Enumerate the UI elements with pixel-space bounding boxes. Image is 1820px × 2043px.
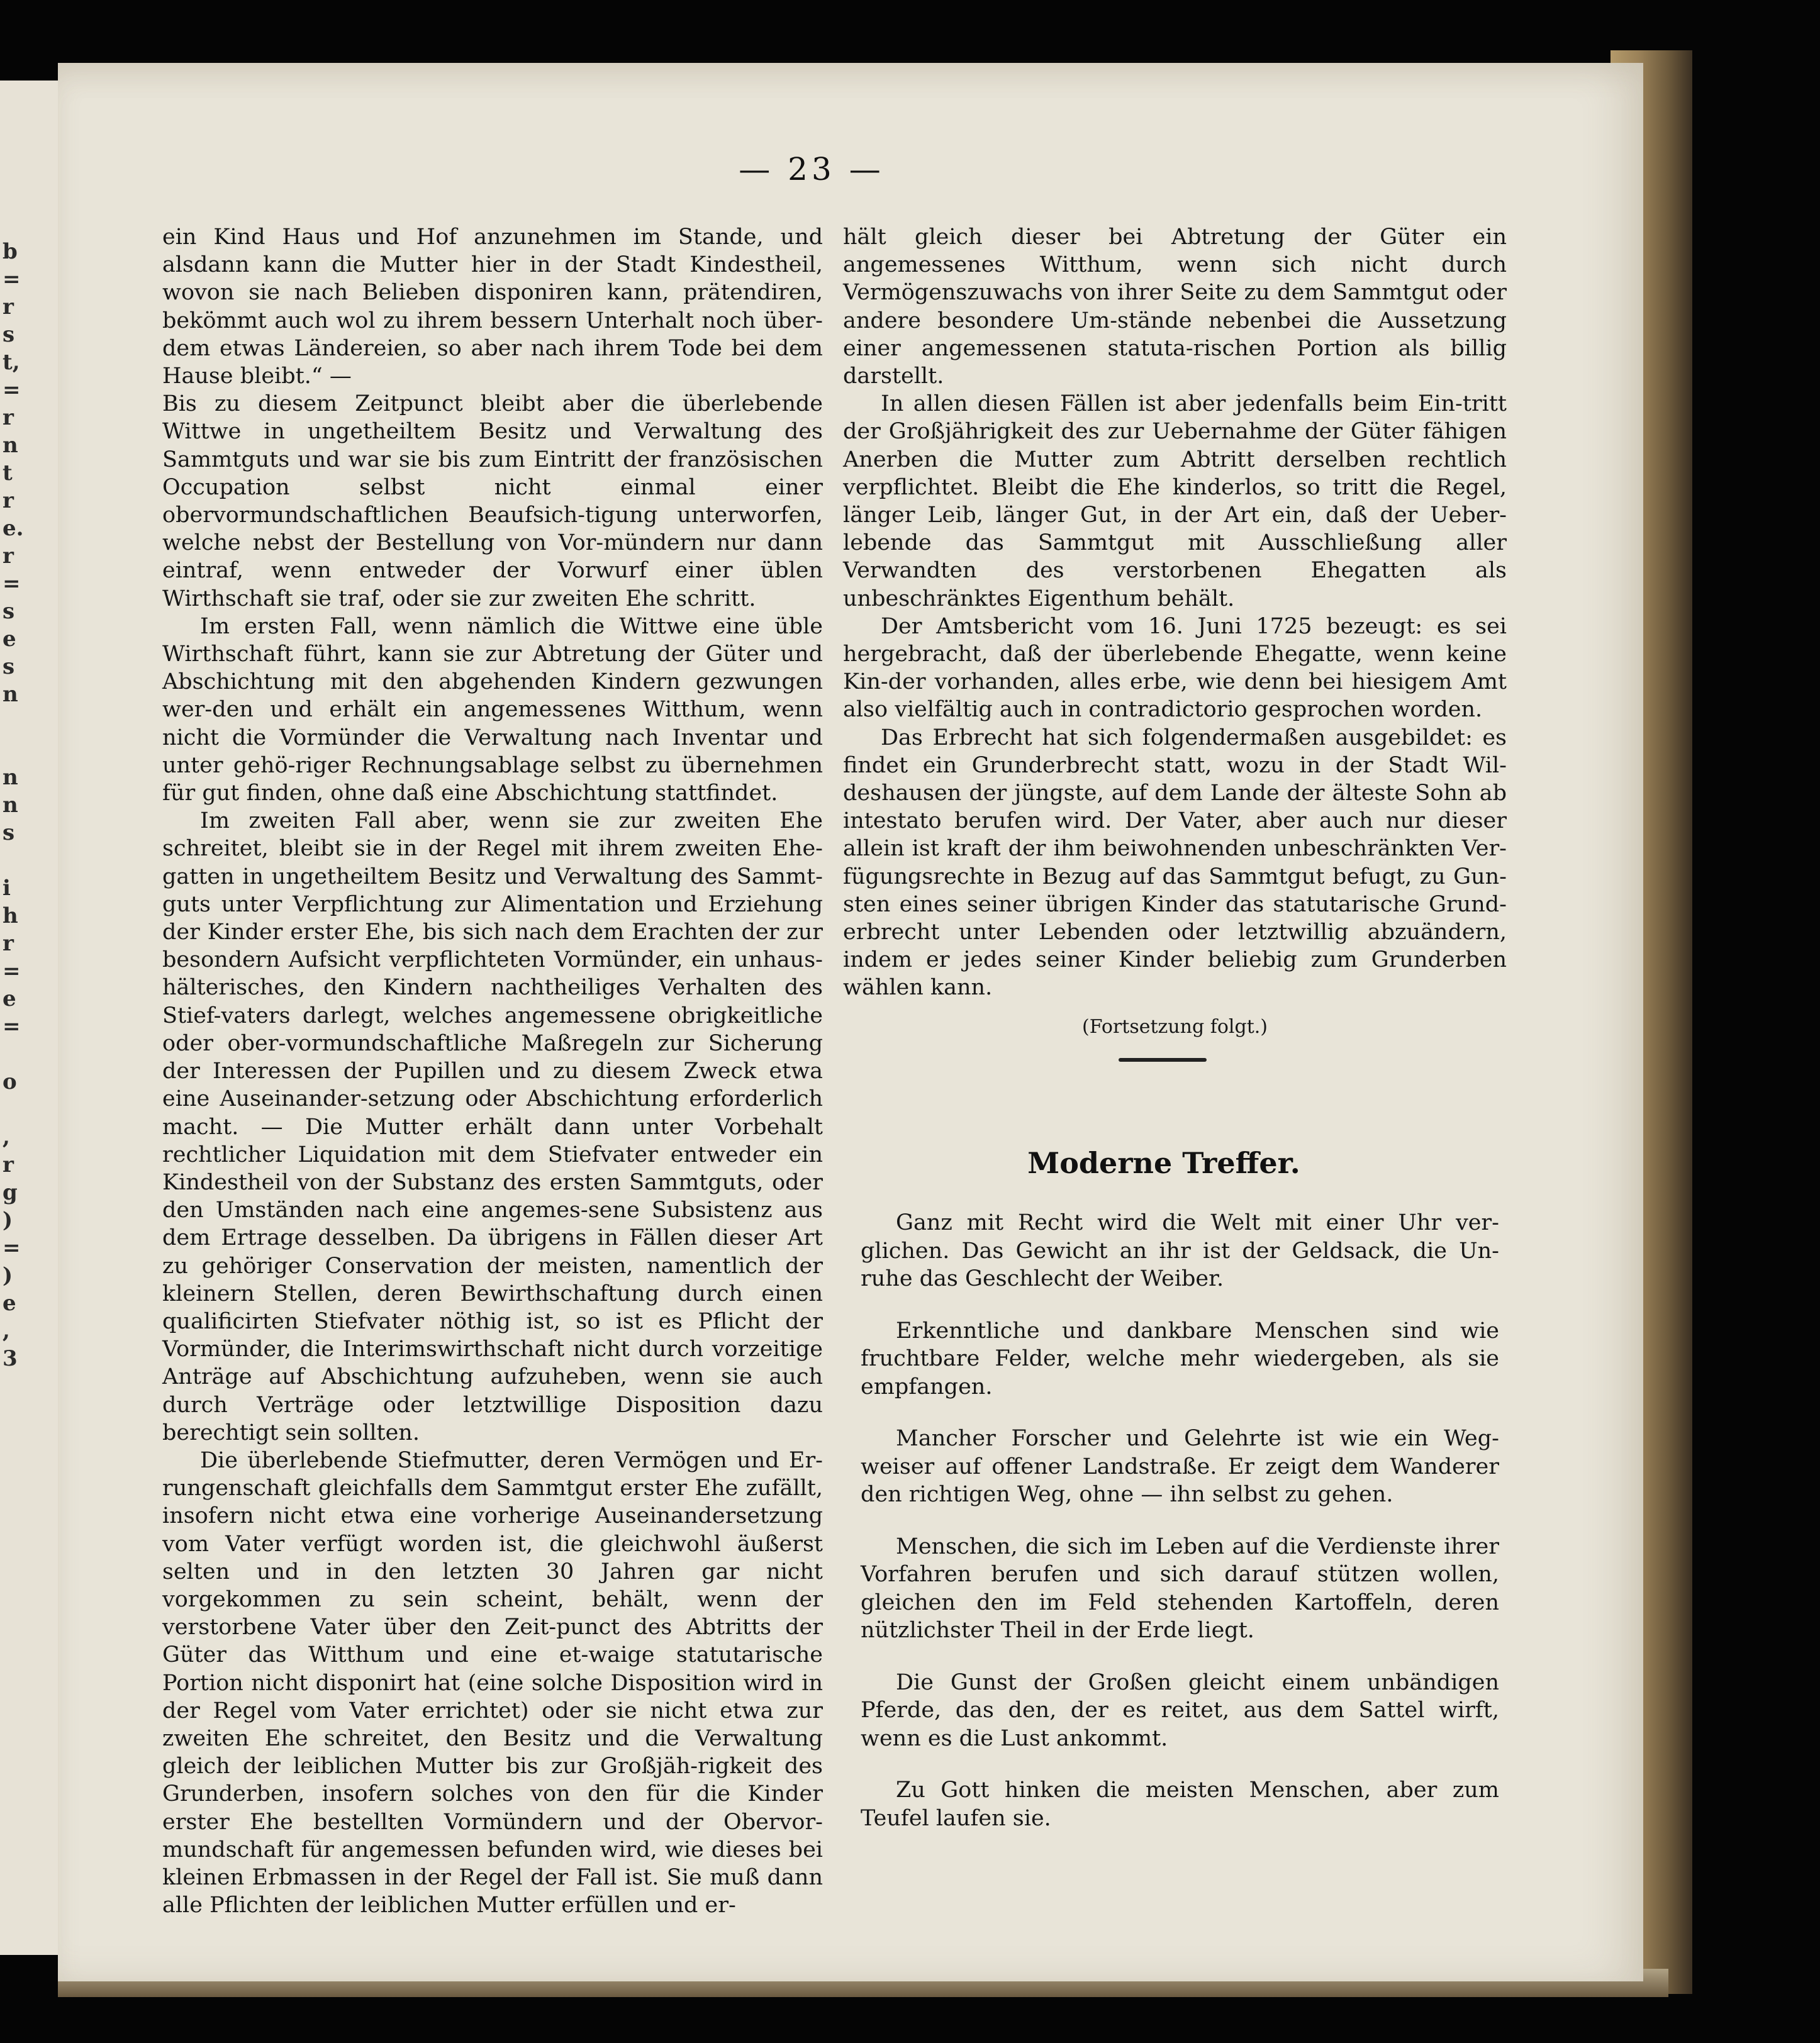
paragraph: Im zweiten Fall aber, wenn sie zur zweiten Ehe schreitet, bleibt sie in der Regel mit ihrem zweiten Ehe-gatten in ungetheiltem Besitz und Verwaltung des Sammt-guts unter Verpflichtung zur Alimentation und Erziehung der Kinder erster Ehe, bis sich nach dem Erachten der zur besondern Aufsicht verpflichteten Vormünder, ein unhaus-hälterisches, den Kindern nachtheiliges Verhalten des Stief-vaters darlegt, welches angemessene obrigkeitliche oder ober-vormundschaftliche Maßregeln zur Sicherung der Interessen der Pupillen und zu diesem Zweck etwa eine Auseinander-setzung oder Abschichtung erforderlich macht. — Die Mutter erhält dann unter Vorbehalt rechtlicher Liquidation mit dem Stiefvater entweder ein Kindestheil von der Substanz des ersten Sammtguts, oder den Umständen nach eine angemes-sene Subsistenz aus dem Ertrage desselben. Da übrigens in Fällen dieser Art zu gehöriger Conservation der meisten, namentlich der kleinern Stellen, deren Bewirthschaftung durch einen qualificirten Stiefvater nöthig ist, so ist es Pflicht der Vormünder, die Interimswirthschaft nicht durch vorzeitige Anträge auf Abschichtung aufzuheben, wenn sie auch durch Verträge oder letztwillige Disposition dazu berechtigt sein sollten. xyxy=(162,808,823,1445)
paragraph: Das Erbrecht hat sich folgendermaßen ausgebildet: es findet ein Grunderbrecht statt, wozu in der Stadt Wil-deshausen der jüngste, auf dem Lande der älteste Sohn ab intestato berufen wird. Der Vater, aber auch nur dieser allein ist kraft der ihm beiwohnenden unbeschränkten Ver-fügungsrechte in Bezug auf das Sammtgut befugt, zu Gun-sten eines seiner übrigen Kinder das statutarische Grund-erbrecht unter Lebenden oder letztwillig abzuändern, indem er jedes seiner Kinder beliebig zum Grunderben wählen kann. xyxy=(843,725,1507,1001)
paragraph: Im ersten Fall, wenn nämlich die Wittwe eine üble Wirthschaft führt, kann sie zur Abtretung der Güter und Abschichtung mit den abgehenden Kindern gezwungen wer-den und erhält ein angemessenes Witthum, wenn nicht die Vormünder die Verwaltung nach Inventar und unter gehö-riger Rechnungsablage selbst zu übernehmen für gut finden, ohne daß eine Abschichtung stattfindet. xyxy=(162,613,823,806)
aphorism: Menschen, die sich im Leben auf die Verdienste ihrer Vorfahren berufen und sich darauf stützen wollen, gleichen den im Feld stehenden Kartoffeln, deren nützlichster Theil in der Erde liegt. xyxy=(861,1534,1499,1643)
section-title: Moderne Treffer. xyxy=(1027,1146,1300,1180)
aphorism: Ganz mit Recht wird die Welt mit einer Uhr ver-glichen. Das Gewicht an ihr ist der Geldsack, die Un-ruhe das Geschlecht der Weiber. xyxy=(861,1210,1499,1291)
paragraph: ein Kind Haus und Hof anzunehmen im Stande, und alsdann kann die Mutter hier in der Stadt Kindestheil, wovon sie nach Belieben disponiren kann, prätendiren, bekömmt auch wol zu ihrem bessern Unterhalt noch über-dem etwas Ländereien, so aber nach ihrem Tode bei dem Hause bleibt.“ — xyxy=(162,225,823,389)
left-column xyxy=(162,223,823,1919)
section-divider xyxy=(1119,1058,1207,1062)
paragraph: hält gleich dieser bei Abtretung der Güter ein angemessenes Witthum, wenn sich nicht durch Vermögenszuwachs von ihrer Seite zu dem Sammtgut oder andere besondere Um-stände nebenbei die Aussetzung einer angemessenen statuta-rischen Portion als billig darstellt. xyxy=(843,225,1507,389)
aphorisms-list xyxy=(861,1209,1499,1856)
aphorism: Zu Gott hinken die meisten Menschen, aber zum Teufel laufen sie. xyxy=(861,1778,1499,1831)
paragraph: Bis zu diesem Zeitpunct bleibt aber die überlebende Wittwe in ungetheiltem Besitz und Verwaltung des Sammtguts und war sie bis zum Eintritt der französischen Occupation selbst nicht einmal einer obervormundschaftlichen Beaufsich-tigung unterworfen, welche nebst der Bestellung von Vor-mündern nur dann eintraf, wenn entweder der Vorwurf einer üblen Wirthschaft sie traf, oder sie zur zweiten Ehe schritt. xyxy=(162,391,823,611)
paragraph: In allen diesen Fällen ist aber jedenfalls beim Ein-tritt der Großjährigkeit des zur Uebernahme der Güter fähigen Anerben die Mutter zum Abtritt derselben rechtlich verpflichtet. Bleibt die Ehe kinderlos, so tritt die Regel, länger Leib, länger Gut, in der Art ein, daß der Ueber-lebende das Sammtgut mit Ausschließung aller Verwandten des verstorbenen Ehegatten als unbeschränktes Eigenthum behält. xyxy=(843,391,1507,611)
aphorism: Die Gunst der Großen gleicht einem unbändigen Pferde, das den, der es reitet, aus dem Sattel wirft, wenn es die Lust ankommt. xyxy=(861,1669,1499,1751)
continuation-note: (Fortsetzung folgt.) xyxy=(1082,1015,1268,1038)
aphorism: Mancher Forscher und Gelehrte ist wie ein Weg-weiser auf offener Landstraße. Er zeigt dem Wanderer den richtigen Weg, ohne — ihn selbst zu gehen. xyxy=(861,1426,1499,1507)
previous-page-margin-text: b = r s t, = r n t r e. r = s e s n n n s i h r = e = o , r g ) = ) e , 3 xyxy=(3,239,24,1371)
right-column xyxy=(843,223,1507,1041)
previous-page-edge xyxy=(0,81,60,1955)
paragraph: Die überlebende Stiefmutter, deren Vermögen und Er-rungenschaft gleichfalls dem Sammtgut erster Ehe zufällt, insofern nicht etwa eine vorherige Auseinandersetzung vom Vater verfügt worden ist, die gleichwohl äußerst selten und in den letzten 30 Jahren gar nicht vorgekommen zu sein scheint, behält, wenn der verstorbene Vater über den Zeit-punct des Abtritts der Güter das Witthum und eine et-waige statutarische Portion nicht disponirt hat (eine solche Disposition wird in der Regel vom Vater errichtet) oder sie nicht etwa zur zweiten Ehe schreitet, den Besitz und die Verwaltung gleich der leiblichen Mutter bis zur Großjäh-rigkeit des Grunderben, insofern solches von den für die Kinder erster Ehe bestellten Vormündern und der Obervor-mundschaft für angemessen befunden wird, wie dieses bei kleinen Erbmassen in der Regel der Fall ist. Sie muß dann alle Pflichten der leiblichen Mutter erfüllen und er- xyxy=(162,1447,823,1918)
page-number: — 23 — xyxy=(739,151,885,187)
aphorism: Erkenntliche und dankbare Menschen sind wie fruchtbare Felder, welche mehr wiedergeben, als sie empfangen. xyxy=(861,1318,1499,1400)
paragraph: Der Amtsbericht vom 16. Juni 1725 bezeugt: es sei hergebracht, daß der überlebende Ehegatte, wenn keine Kin-der vorhanden, alles erbe, wie denn bei hiesigem Amt also vielfältig auch in contradictorio gesprochen worden. xyxy=(843,613,1507,723)
